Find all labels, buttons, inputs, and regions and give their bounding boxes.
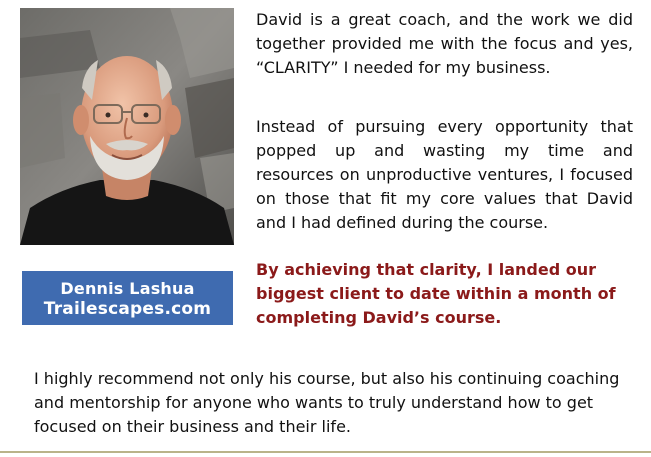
testimonial-paragraph-2: Instead of pursuing every opportunity that popped up and wasting my time and resources on unproductive ventures, I focused on those that fit my core values that David and I had defined during the course.	[256, 117, 633, 232]
bottom-divider	[0, 451, 651, 453]
author-photo	[20, 8, 234, 245]
author-company: Trailescapes.com	[43, 299, 212, 319]
testimonial-paragraph-1: David is a great coach, and the work we did together provided me with the focus and yes, “CLARITY” I needed for my business.	[256, 10, 633, 77]
author-name: Dennis Lashua	[60, 279, 195, 298]
recommendation-text: I highly recommend not only his course, but also his continuing coaching and mentorship for anyone who wants to truly understand how to get focused on their business and their life.	[34, 369, 620, 436]
testimonial-highlight: By achieving that clarity, I landed our biggest client to date within a month of completing David’s course.	[256, 260, 616, 327]
author-name-box	[22, 271, 233, 325]
